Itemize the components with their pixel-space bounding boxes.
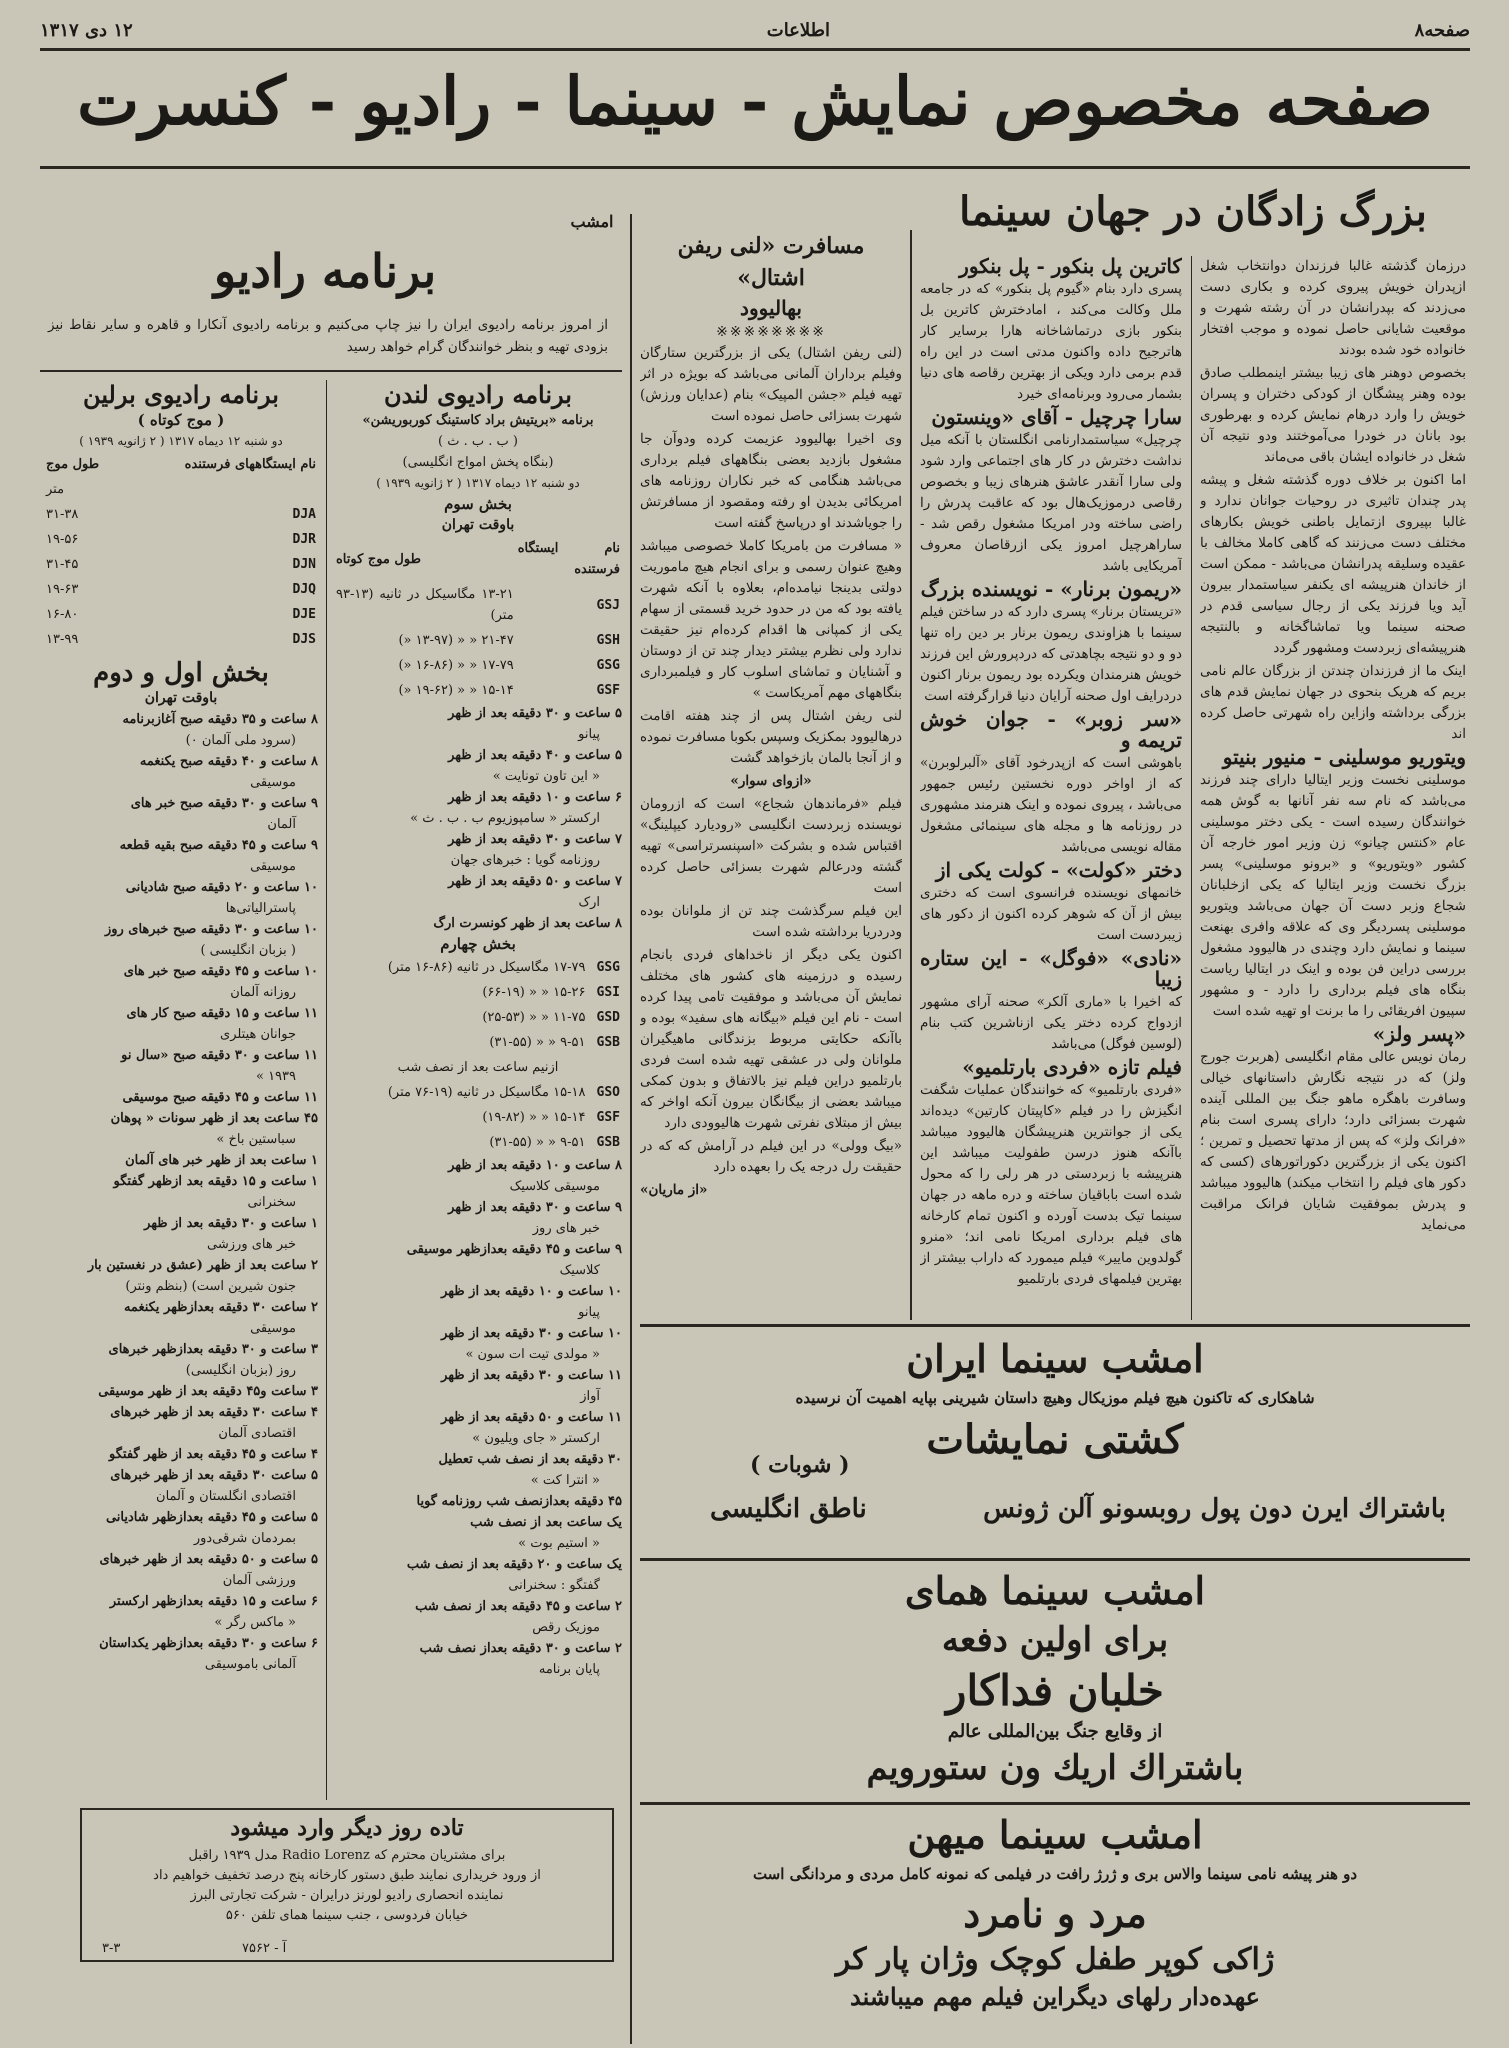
ad-title: امشب سینما ایران [906,1336,1204,1381]
schedule-item: ( بزبان انگلیسی ) [200,943,296,958]
schedule-item: ارکستر « سامپوزیوم ب . ب . ث » [410,811,600,826]
london-abbr: ( ب . ب . ث ) [438,434,518,449]
ad-film-subtitle: ( شوبات ) [750,1452,850,1478]
schedule-time: ۷ ساعت و ۳۰ دقیقه بعد از ظهر [448,832,622,847]
schedule-item: موسیقی [250,775,296,790]
station-wave: ۱۱-۷۵ « « (۲۵-۵۳) [482,1010,586,1025]
article-paragraph: فیلم «فرماندهان شجاع» است که ازرومان نویسنده زبردست انگلیسی «رودیارد کیپلینگ» اقتباس شده و بشرکت «اسپنسرتراسی» تهیه گشته ودرعالم شهرت بسزائی حاصل کرده است [640,796,902,896]
schedule-time: ۲ ساعت بعد از ظهر (عشق در نغستین بار [87,1258,318,1273]
station-code: GSG [596,658,620,673]
station-code: GSO [596,1085,620,1100]
schedule-time: ۹ ساعت و ۳۰ دقیقه بعد از ظهر [448,1200,622,1215]
schedule-time: ۲ ساعت و ۴۵ دقیقه بعد از نصف شب [415,1599,622,1614]
schedule-time: ۱۱ ساعت و ۳۰ دقیقه صبح «سال نو [121,1048,318,1063]
ad-line: عهده‌دار رلهای دیگراین فیلم مهم میباشند [850,1982,1260,2011]
station-wave: ۱۵-۲۶ « « (۶۶-۱۹) [482,985,586,1000]
ad-cinema-mihan [640,1810,1470,2028]
schedule-time: ۱۰ ساعت و ۴۵ دقیقه صبح خبر های [123,964,318,979]
station-wave: ۱۵-۱۸ مگاسیکل در ثانیه (۱۹-۷۶ متر) [387,1085,586,1100]
page-number: صفحه۸ [1414,20,1470,41]
schedule-item: روز (بزبان انگلیسی) [185,1363,296,1378]
table-row [334,955,622,980]
lorenz-line: از ورود خریداری نمایند طبق دستور کارخانه پنج درصد تخفیف خواهیم داد [153,1868,541,1883]
schedule-item: « استیم بوت » [518,1536,600,1551]
station-wave: ۱۹-۶۳ [46,582,79,597]
ad-line: برای اولین دفعه [941,1620,1169,1660]
schedule-time: ۶ ساعت و ۳۰ دقیقه بعدازظهر یکداستان [99,1636,318,1651]
schedule-time: ۱ ساعت بعد از ظهر خبر های آلمان [125,1153,318,1168]
schedule-time: ۶ ساعت و ۱۰ دقیقه بعد از ظهر [448,790,622,805]
schedule-time: ۲ ساعت ۳۰ دقیقه بعدازظهر یکنغمه [123,1300,318,1315]
ad-title: امشب سینما همای [904,1568,1206,1613]
london-station-table-4 [334,955,622,1155]
station-wave: ۹-۵۱ « « (۳۱-۵۵) [489,1135,586,1150]
schedule-time: ۶ ساعت و ۱۵ دقیقه بعدازظهر ارکستر [109,1594,318,1609]
schedule-time: ۹ ساعت و ۴۵ دقیقه صبح بقیه قطعه [119,838,318,853]
entry-body: چرچیل» سیاستمدارنامی انگلستان با آنکه میل نداشت دخترش در کار های اجتماعی وارد شود ولی سارا آنقدر عاشق هنرهای زیبا و بخصوص رقاصی درموزیک‌هال بود که عاقبت پدرش را راضی ساخته ودر امریکا مشغول رقص شد - ساراهرچیل امروز یکی ازرقاصان معروف آمریکایی باشد [920,432,1182,574]
table-unit-row [44,477,318,502]
schedule-item: گفتگو : سخنرانی [508,1578,600,1593]
london-schedule-4 [334,1155,622,1680]
header-rule [40,48,1470,51]
station-code: DJS [292,632,316,647]
berlin-program [44,380,318,1800]
station-code: DJE [292,607,316,622]
entry-heading: سارا چرچیل - آقای «وینستون [931,405,1182,429]
table-header: نام ایستگاههای فرستنده [184,457,316,472]
station-code: DJN [292,557,316,572]
schedule-time: ۵ ساعت و ۵۰ دقیقه بعد از ظهر خبرهای [99,1552,318,1567]
london-subtitle: برنامه «بریتیش براد کاستینگ کوربوریشن» [362,413,594,428]
schedule-item: پیانو [578,727,600,742]
schedule-time: یک ساعت و ۲۰ دقیقه بعد از نصف شب [406,1557,622,1572]
article-paragraph: درزمان گذشته غالبا فرزندان دوانتخاب شغل ازپدران خویش پیروی کرده و بکاری دست می‌زدند که بپدرانشان در آن رشته شهرت و موقعیت شایانی حاصل نموده و موجب افتخار خانواده خود شده بودند [1200,258,1466,358]
newspaper-page [40,18,1470,2030]
schedule-item: روزنامه گویا : خبرهای جهان [450,853,600,868]
schedule-time: ۳ ساعت و ۳۰ دقیقه بعدازظهر خبرهای [108,1342,318,1357]
schedule-item: ورزشی آلمان [222,1573,296,1588]
schedule-item: آلمان [267,817,296,832]
ad-film-title: مرد و نامرد [963,1891,1147,1936]
schedule-time: ۱۰ ساعت و ۲۰ دقیقه صبح شادیانی [125,880,318,895]
cinema-article-col2 [920,256,1182,1316]
table-row [44,577,318,602]
schedule-item: اقتصادی انگلستان و آلمان [156,1489,296,1504]
station-code: GSI [596,985,620,1000]
london-station-table [334,536,622,703]
schedule-item: « ماکس رگر » [214,1615,296,1630]
schedule-item: کلاسیک [559,1263,600,1278]
station-code: GSG [596,960,620,975]
table-row [334,1130,622,1155]
masthead-rule [40,166,1470,169]
entry-heading: فیلم تازه «فردی بارتلمیو» [962,1055,1182,1079]
station-wave: ۳۱-۳۸ [46,507,79,522]
table-row [334,1030,622,1055]
article-paragraph: اکنون یکی دیگر از ناخداهای فردی بانجام رسیده و درزمینه های کشور های مختلف نمایش آن می‌باشد و موفقیت تامی پیدا کرده است - نام این فیلم «بیگانه های سفید» بوده و باآنکه حکایتی مربوط بزندگانی ماهیگیران ملوانان ولی در عشقی تهیه شده است فردی بارتلمیو دراین فیلم نیز بالاتفاق و بدون کمکی میباشد بعضی از بیگانگان بیرون آنکه اواخر که بیش از مبتلای نفرتی شهرت هالیوودی دارد [640,947,902,1131]
article-paragraph: (لنی ریفن اشتال) یکی از بزرگترین ستارگان وفیلم برداران آلمانی می‌باشد که بویژه در اثر تهیه فیلم «جشن المپیک» بنام (عدایان ورزش) شهرت بسزائی حاصل نموده است [640,345,902,424]
entry-body: موسلینی نخست وزیر ایتالیا دارای چند فرزند می‌باشد که نام سه نفر آنانها به گوش همه خوانندگان رسیده است - یکی دختر موسلینی عام «کنتس چیانو» زن وزیر امور خارجه آن کشور «ویتوریو» و «برونو موسلینی» پسر بزرگ نخست وزیر ایتالیا که یکی ازخلبانان شجاع وزبر دست آن جهان می‌باشد ویتوریو موسلینی پسردیگر وی که علاقه وافری بهنعت سینما و نمایش دارد وچندی در هالیوود مشغول بررسی دراین فن بوده و اینک در ایتالیا ریاست بنگاه های فیلم برداری را دارد - و مشهور سپیون افریقائی را ما برنت او تهیه شده است [1200,772,1466,1019]
schedule-time: ۷ ساعت و ۵۰ دقیقه بعد از ظهر [448,874,622,889]
ad-title: امشب سینما میهن [907,1812,1203,1857]
station-wave: ۱۵-۱۴ « « (۱۹-۶۲ «) [398,683,514,698]
ornament-divider: ※※※※※※※※ [716,324,826,340]
station-wave: ۱۳-۹۹ [46,632,79,647]
schedule-item: پایان برنامه [538,1662,600,1677]
schedule-item: ۱۹۳۹ » [255,1069,296,1084]
middle-article-title: مسافرت «لنی ریفن اشتال» [677,233,865,291]
entry-heading: ویتوریو موسلینی - منیور بنیتو [1222,745,1466,769]
berlin-section: بخش اول و دوم [93,658,269,688]
station-code: GSB [596,1035,620,1050]
ad-film-title: کشتی نمایشات [926,1416,1184,1463]
article-paragraph: لنی ریفن اشتال پس از چند هفته اقامت درهالیوود بمکزیک وسپس بکوبا مسافرت نموده و از آنجا بالمان بازخواهد گشت [640,708,902,766]
schedule-time: ۴۵ ساعت بعد از ظهر سونات « پوهان [110,1111,318,1126]
schedule-item: موسیقی [250,859,296,874]
table-header: طول موج [46,457,100,472]
station-code: GSD [596,1010,620,1025]
schedule-time: ۴ ساعت و ۴۵ دقیقه بعد از ظهر گفتگو [109,1447,318,1462]
lorenz-code-left: ۳-۳ [102,1941,121,1956]
radio-lorenz-ad [80,1808,614,1962]
station-code: GSH [596,633,620,648]
schedule-item: موسیقی [250,1321,296,1336]
station-wave: ۱۵-۱۴ « « (۱۹-۸۲) [482,1110,586,1125]
section-masthead: صفحه مخصوص نمایش - سینما - رادیو - کنسرت [77,62,1433,140]
schedule-item: موسیقی کلاسیک [509,1179,600,1194]
schedule-item: « مولدی تیت ات سون » [465,1347,600,1362]
issue-date: ۱۲ دی ۱۳۱۷ [40,20,133,41]
lorenz-line: نماینده انحصاری رادیو لورنز درایران - شرکت تجارتی البرز [190,1888,504,1903]
article-paragraph: اینک ما از فرزندان چندتن از بزرگان عالم نامی بریم که هریک بنحوی در جهان نمایش قدم های بزرگی برداشته وازاین راه شهرتی حاصل کرده اند [1200,663,1466,742]
table-header-row [334,536,622,582]
radio-intro: از امروز برنامه رادیوی ایران را نیز چاپ می‌کنیم و برنامه رادیوی آنکارا و قاهره و سایر نقاط نیز بزودی تهیه و بنظر خوانندگان گرام خواهد رسید [48,317,608,355]
london-section3: بخش سوم [444,495,512,513]
cinema-article-title: بزرگ زادگان در جهان سینما [959,188,1427,235]
entry-heading: «پسر ولز» [1372,1022,1466,1046]
article-signature: «ازوای سوار» [730,773,812,789]
cinema-article-col1 [1200,256,1466,1316]
table-row [334,628,622,653]
ad-line: از وقایع جنگ بین‌المللی عالم [947,1721,1163,1742]
table-row [44,502,318,527]
schedule-item: « انترا کت » [530,1473,600,1488]
entry-heading: «ریمون برنار» - نویسنده بزرگ [920,577,1182,601]
ad-film-title: خلبان فداکار [946,1666,1164,1715]
schedule-time: ۱۰ ساعت و ۱۰ دقیقه بعد از ظهر [441,1284,622,1299]
radio-program-title: برنامه رادیو [213,244,437,298]
schedule-time: ۸ ساعت و ۴۰ دقیقه صبح یکنغمه [139,754,318,769]
schedule-item: آلمانی باموسیقی [204,1657,296,1672]
schedule-item: سباستین باخ » [216,1132,296,1147]
schedule-item: خبر های روز [532,1221,600,1236]
schedule-time: ۴۵ دقیقه بعدازنصف شب روزنامه گویا [416,1494,622,1509]
ad-cinema-homa [640,1566,1470,1796]
ad-cast: باشتراك اریك ون ستورویم [866,1748,1244,1788]
article-paragraph: وی اخیرا بهالیوود عزیمت کرده ودوآن جا مشغول بازدید بعضی بنگاههای فیلم برداری می‌باشد هنگامی که خبر نکاران روزنامه های امریکائی بدیدن او رفته ومقصود از مسافرتش را جویاشدند او درپاسخ گفته است [640,431,902,531]
schedule-time: ۳ ساعت و۴۵ دقیقه بعد از ظهر موسیقی [98,1384,318,1399]
middle-article-subtitle: بهالیوود [740,296,802,320]
table-row [44,602,318,627]
station-wave: ۳۱-۴۵ [46,557,79,572]
station-code: GSF [596,683,620,698]
ad-line: دو هنر پیشه نامی سینما والاس بری و ژرژ رافت در فیلمی که نمونه کامل مردی و مردانگی است [752,1865,1358,1883]
station-code: DJR [292,532,316,547]
berlin-subtitle: ( موج کوتاه ) [137,411,225,429]
berlin-schedule [44,709,318,1675]
ad-cinema-iran [640,1334,1470,1556]
schedule-time: ۲ ساعت و ۳۰ دقیقه بعداز نصف شب [419,1641,622,1656]
schedule-time: ۹ ساعت و ۳۰ دقیقه صبح خبر های [130,796,318,811]
entry-heading: «نادی» «فوگل» - این ستاره زیبا [920,946,1182,991]
schedule-time: ۵ ساعت و ۳۰ دقیقه بعد از ظهر [448,706,622,721]
schedule-item: « این تاون تونایت » [492,769,600,784]
article-paragraph: بخصوص دوهنر های زیبا بیشتر اینمطلب صادق بوده وهنر پیشگان از کودکی دختران و پسران خویش را وارد درهام نمایش کرده و بهرطوری بود بانان در خودرا می‌آموختند ودو نتیجه آن شغل در خانواده ایشان باقی می‌ماند [1200,365,1466,465]
lorenz-title: تاده روز دیگر وارد میشود [230,1815,464,1841]
ad-tagline: شاهکاری که تاکنون هیچ فیلم موزیکال وهیچ داستان شیرینی بپایه اهمیت آن نرسیده [795,1389,1315,1407]
station-wave: ۱۷-۷۹ مگاسیکل در ثانیه (۸۶-۱۶ متر) [387,960,586,975]
schedule-item: ارکستر « جای ویلیون » [472,1431,600,1446]
schedule-item: ارک [578,895,600,910]
entry-heading: «سر زوبر» - جوان خوش تریمه و [920,707,1182,752]
table-header: طول موج کوتاه [336,551,421,567]
schedule-item: بمردمان شرقی‌دور [193,1531,296,1546]
table-row [334,582,622,628]
station-wave: ۱۹-۵۶ [46,532,79,547]
table-row [334,1005,622,1030]
table-row [334,1105,622,1130]
station-wave: ۱۷-۷۹ « « (۱۶-۸۶ «) [398,658,514,673]
station-wave: ۱۳-۲۱ مگاسیکل در ثانیه (۱۳-۹۳ متر) [336,587,514,623]
table-row [44,552,318,577]
schedule-item: جوانان هیتلری [220,1027,296,1042]
table-header-row [44,452,318,477]
schedule-time: ۴ ساعت ۳۰ دقیقه بعد از ظهر خبرهای [110,1405,318,1420]
schedule-time: ۱۱ ساعت و ۳۰ دقیقه بعد از ظهر [441,1368,622,1383]
schedule-time: ۱۰ ساعت و ۳۰ دقیقه صبح خبرهای روز [104,922,318,937]
schedule-item: جنون شیرین است) (بنظم ونتر) [125,1279,296,1294]
london-date: دو شنبه ۱۲ دیماه ۱۳۱۷ ( ۲ ژانویه ۱۹۳۹ ) [376,476,580,490]
ad-language: ناطق انگلیسی [710,1494,867,1524]
entry-body: که اخیرا با «ماری آلکر» صحنه آرای مشهور ازدواج کرده دختر یکی ازناشرین کتب بنام (لوسین فوگل) می‌باشد [920,994,1182,1052]
schedule-item: سخنرانی [247,1195,296,1210]
lorenz-line: برای مشتریان محترم که Radio Lorenz مدل ۱۹۳۹ راقبل [188,1848,506,1863]
berlin-title: برنامه رادیوی برلین [83,380,279,409]
london-dept: (بنگاه پخش امواج انگلیسی) [402,455,554,470]
schedule-time: ۱ ساعت و ۱۵ دقیقه بعد ازظهر گفتگو [113,1174,318,1189]
london-schedule-3 [334,703,622,934]
entry-body: باهوشی است که ازپدرخود آقای «آلبرلوبرن» که از اواخر دوره نخستین رئیس جمهور می‌باشد ، پیروی نموده و اینک هنرمند مشهوری در روزنامه ها و مجله های سینمائی مشغول مقاله نویسی می‌باشد [920,755,1182,855]
article-paragraph: « مسافرت من بامریکا کاملا خصوصی میباشد وهیچ عنوان رسمی و برای انجام هیچ ماموریت دولتی بدینجا نیامده‌ام، بعلاوه با آنکه شهرت یافته بود که من در حدود خرید قسمتی از سهام یکی از کمپانی ها اقدام کرده‌ام نیز حقیقت ندارد ولی نظرم بیشتر دیدار چند تن از دوستان و آشنایان و تماشای اسلوب کار و فیلمبرداری بنگاههای مهم آمریکاست » [640,538,902,701]
schedule-time: ۱۱ ساعت و ۱۵ دقیقه صبح کار های [126,1006,318,1021]
schedule-item: (سرود ملی آلمان ۰) [185,733,296,748]
schedule-time: ۵ ساعت ۳۰ دقیقه بعد از ظهر خبرهای [110,1468,318,1483]
schedule-time: ۱۱ ساعت و ۴۵ دقیقه صبح موسیقی [122,1090,318,1105]
paper-name: اطلاعات [766,20,830,41]
ad-cast: ژاکی کوپر طفل کوچک وژان پار کر [835,1942,1275,1977]
article-signature: «از ماریان» [640,1182,708,1198]
schedule-time: ۸ ساعت و ۳۵ دقیقه صبح آغازبرنامه [122,712,318,727]
schedule-item: پیانو [578,1305,600,1320]
entry-body: «تریستان برنار» پسری دارد که در ساختن فیلم سینما با هزاوندی ریمون برنار بر دین راه تنها دو و دو نتیجه بچاهدتی که دردپرورش این فرزند خویش هنرمندان ویکرده بود ریمون برنار اکنون دردرایف اول صحنه آرایان دنیا قرارگرفته است [920,604,1182,704]
berlin-station-table [44,452,318,652]
berlin-date: دو شنبه ۱۲ دیماه ۱۳۱۷ ( ۲ ژانویه ۱۹۳۹ ) [79,434,283,448]
london-program [334,380,622,1800]
article-paragraph: اما اکنون بر خلاف دوره گذشته شغل و پیشه پدر چندان تاثیری در روحیات جوانان ندارد و غالبا بپیروی ازتمایل باطنی خویش بکارهای مختلف دست می‌زنند که گاهی کاملا مخالف با عقیده وسلیقه پدرانشان می‌باشد - ممکن است از خاندان هنرپیشه ای یکنفر سیاستمدار بیرون آید ویا فرزند یکی از رجال سیاسی قدم در صحنه سینما ویا تماشاگخانه و بالنتیجه هنرپیشه‌ای زبردست ومشهور گردد [1200,472,1466,656]
station-code: DJA [292,507,316,522]
wave-unit: متر [46,482,65,497]
table-note: ازنیم ساعت بعد از نصف شب [397,1060,559,1075]
entry-body: رمان نویس عالی مقام انگلیسی (هربرت جورج ولز) که در نتیجه نگارش داستانهای خیالی وسافرت باهگره ماهو جنگ بین المللی آینده شهرت بسزائی دارد؛ دارای پسری است بنام «فرانک ولز» که پس از مدتها تحصیل و تمرین ؛ اکنون یکی از بزرگترین دکوراتورهای (کسی که دکور های فیلم را انتخاب میکند) هالیوود میباشد و پدرش بموفقیت شایان فرانک مراقبت می‌نماید [1200,1049,1466,1233]
lorenz-code-right: آ - ۷۵۶۲ [242,1941,287,1956]
table-row [334,980,622,1005]
london-tehran-time: باوقت تهران [441,517,515,533]
table-note-row [334,1055,622,1080]
ad-cast: باشتراك ایرن دون پول روبسونو آلن ژونس [983,1494,1446,1524]
lorenz-line: خیابان فردوسی ، جنب سینما همای تلفن ۵۶۰ [225,1908,469,1923]
table-row [334,678,622,703]
station-wave: ۹-۵۱ « « (۳۱-۵۵) [489,1035,586,1050]
table-row [334,653,622,678]
entry-body: «فردی بارتلمیو» که خوانندگان عملیات شگفت انگیزش را در فیلم «کاپیتان کارتین» دیده‌اند یکی از جوانترین هنرپیشگان هالیوود میباشد باآنکه هنوز درسن طفولیت میباشد این هنرپیشه با زبردستی در هر رلی را که محول شده است باباقیان ساخته و دره ماهه در جهان سینما تیک بدست آورده و اکنون تمام کارخانه های فیلم برداری امریکا نامی اند؛ «منرو گولدوین ماییر» فیلم میمورد که داراب بیشتر از بهترین فیلمهای فردی بارتلمیو [920,1082,1182,1287]
table-header: نام ایستگاه فرستنده [517,541,620,577]
schedule-time: ۳۰ دقیقه بعد از نصف شب تعطیل [438,1452,622,1467]
station-code: DJQ [292,582,316,597]
article-paragraph: این فیلم سرگذشت چند تن از ملوانان بوده ودردریا برداشته شده است [640,903,902,940]
schedule-item: موزیک رقص [532,1620,600,1635]
middle-article [640,230,902,1320]
table-row [44,527,318,552]
schedule-time: ۵ ساعت و ۴۰ دقیقه بعد از ظهر [448,748,622,763]
station-wave: ۲۱-۴۷ « « (۱۳-۹۷ «) [398,633,514,648]
schedule-item: آواز [580,1389,600,1404]
entry-body: پسری دارد بنام «گیوم پل بنکور» که در جامعه ملل وکالت می‌کند ، امادخترش کاترین بل بنکور بازی درتماشاخانه هارا برسایر کار هاترجیح داده واکنون مدتی است در این راه قدم برمی دارد ویکی از بهترین رقاصه های دنیا بشمار می‌رود وبرنامه‌ای خیرد [920,281,1182,402]
schedule-time: ۹ ساعت و ۴۵ دقیقه بعدازظهر موسیقی [406,1242,622,1257]
station-wave: ۱۶-۸۰ [46,607,79,622]
schedule-item: خبر های ورزشی [207,1237,296,1252]
table-row [334,1080,622,1105]
entry-body: خانمهای نویسنده فرانسوی است که دختری بیش از آن که شوهر کرده اکنون از دکور های زیبردست است [920,885,1182,943]
schedule-item: اقتصادی آلمان [218,1426,296,1441]
london-section4: بخش چهارم [440,935,516,953]
berlin-tehran-time: باوقت تهران [144,690,218,706]
tonight-label: امشب [570,212,614,231]
schedule-time: ۸ ساعت و ۱۰ دقیقه بعد از ظهر [448,1158,622,1173]
schedule-time: ۵ ساعت و ۴۵ دقیقه بعدازظهر شادیانی [105,1510,318,1525]
schedule-item: روزانه آلمان [230,985,296,1000]
station-code: GSF [596,1110,620,1125]
station-code: GSJ [596,597,620,613]
article-paragraph: «بیگ وولی» در این فیلم در آرامش که که در حقیقت رل درجه یک را بعهده دارد [640,1138,902,1175]
schedule-item: پاسترالیاتی‌ها [225,901,296,916]
schedule-time: ۱۱ ساعت و ۵۰ دقیقه بعد از ظهر [441,1410,622,1425]
table-row [44,627,318,652]
schedule-time: ۱۰ ساعت و ۳۰ دقیقه بعد از ظهر [441,1326,622,1341]
schedule-time: ۸ ساعت بعد از ظهر کونسرت ارگ [433,916,622,931]
station-code: GSB [596,1135,620,1150]
schedule-time: ۱ ساعت و ۳۰ دقیقه بعد از ظهر [144,1216,318,1231]
entry-heading: کاترین پل بنکور - پل بنکور [959,256,1182,278]
entry-heading: دختر «کولت» - کولت یکی از [935,858,1182,882]
schedule-time: یک ساعت بعد از نصف شب [470,1515,622,1530]
london-title: برنامه رادیوی لندن [384,380,572,409]
